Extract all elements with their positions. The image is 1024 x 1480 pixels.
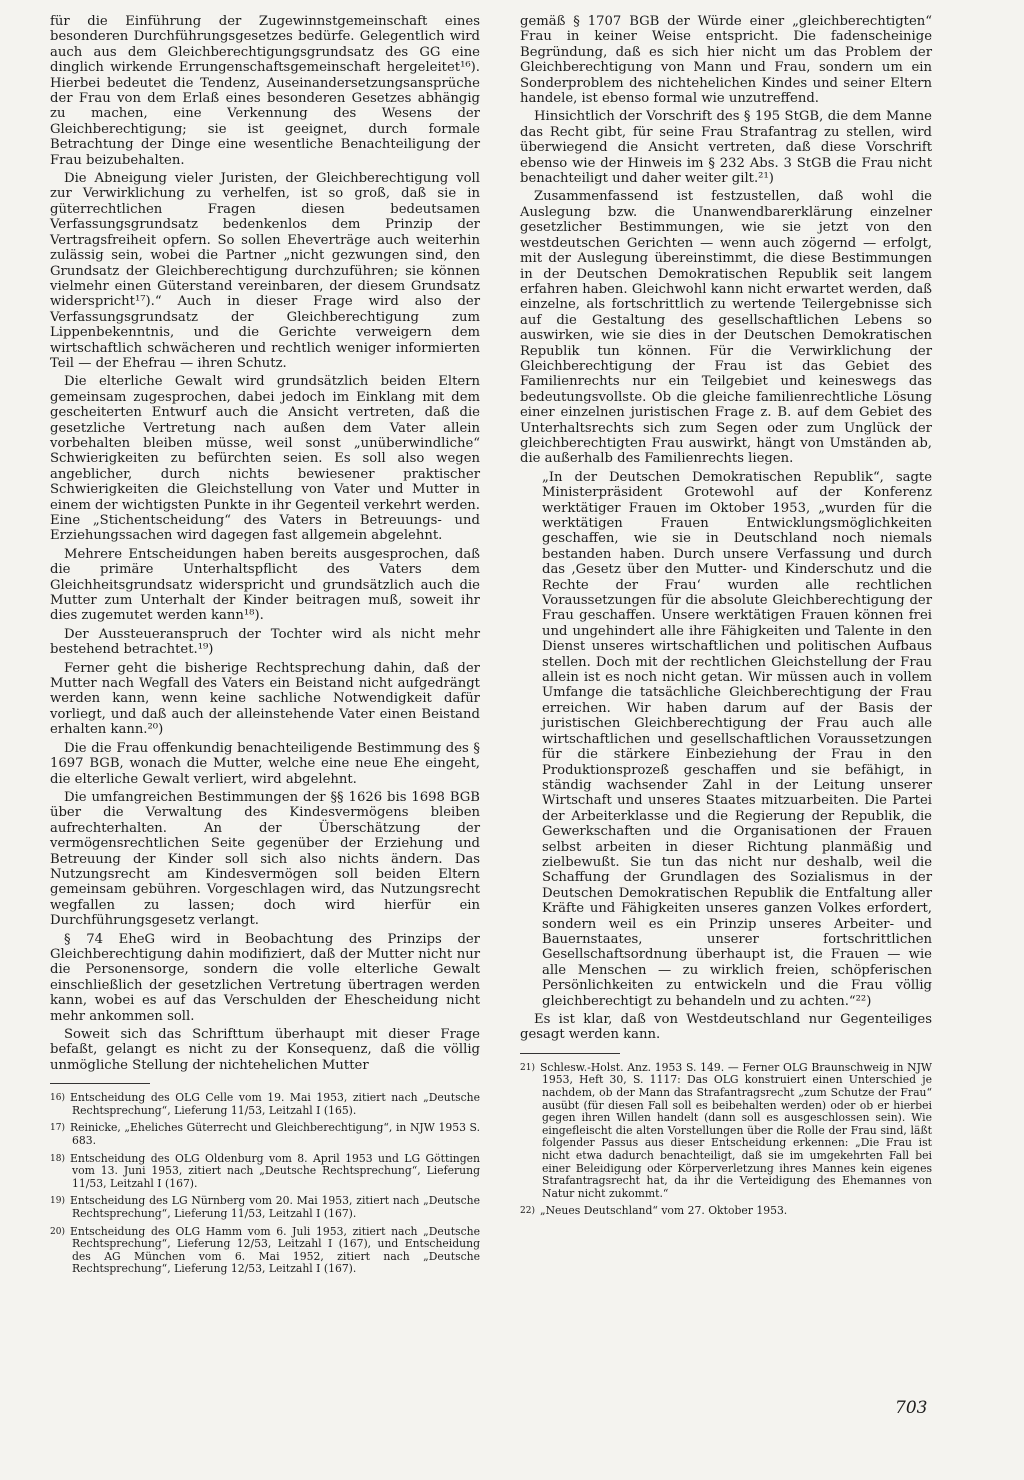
footnote-text: Entscheidung des OLG Hamm vom 6. Juli 1953, zitiert nach „Deutsche Rechtsprechung“, Lieferung 12/53, Leitzahl I (167), und Entscheidung des AG München vom 6. Mai 1952, zitiert nach „Deutsche Rechtsprechung“, Lieferung 12/53, Leitzahl I (167).	[70, 1224, 480, 1276]
paragraph: Die elterliche Gewalt wird grundsätzlich beiden Eltern gemeinsam zugesprochen, dabei jedoch im Einklang mit dem gescheiterten Entwurf auch die Ansicht vertreten, daß die gesetzliche Vertretung nach außen dem Vater allein vorbehalten bleiben müsse, weil sonst „unüberwindliche“ Schwierigkeiten zu befürchten seien. Es soll also wegen angeblicher, durch nichts bewiesener praktischer Schwierigkeiten die Gleichstellung von Vater und Mutter in einem der wichtigsten Punkte in ihr Gegenteil verkehrt werden. Eine „Stichentscheidung“ des Vaters in Betreuungs- und Erziehungssachen wird dagegen fast allgemein abgelehnt.	[50, 374, 480, 544]
right-body-text	[520, 14, 932, 1043]
footnote-divider	[50, 1083, 150, 1084]
paragraph: Die Abneigung vieler Juristen, der Gleichberechtigung voll zur Verwirklichung zu verhelfen, ist so groß, daß sie in güterrechtlichen Fragen diesen bedeutsamen Verfassungsgrundsatz bedenkenlos dem Prinzip der Vertragsfreiheit opfern. So sollen Eheverträge auch weiterhin zulässig sein, wobei die Partner „nicht gezwungen sind, den Grundsatz der Gleichberechtigung durchzuführen; sie können vielmehr einen Güterstand vereinbaren, der diesem Grundsatz widerspricht¹⁷).“ Auch in dieser Frage wird also der Verfassungsgrundsatz der Gleichberechtigung zum Lippenbekenntnis, und die Gerichte verweigern dem wirtschaftlich schwächeren und rechtlich weniger informierten Teil — der Ehefrau — ihren Schutz.	[50, 171, 480, 371]
footnote	[50, 1226, 480, 1276]
footnote-number: 22)	[520, 1206, 535, 1217]
footnote	[520, 1205, 932, 1218]
footnote-number: 18)	[50, 1153, 65, 1164]
paragraph: Es ist klar, daß von Westdeutschland nur Gegenteiliges gesagt werden kann.	[520, 1012, 932, 1043]
left-footnotes	[50, 1092, 480, 1276]
footnote-text: Schlesw.-Holst. Anz. 1953 S. 149. — Ferner OLG Braunschweig in NJW 1953, Heft 30, S. 1117: Das OLG konstruiert einen Unterschied je nachdem, ob der Mann das Strafantragsrecht „zum Schutze der Frau“ ausübt (für diesen Fall soll es beibehalten werden) oder ob er hierbei gegen ihren Willen handelt (dann soll es ausgeschlossen sein). Wie eingefleischt die alten Vorstellungen über die Rolle der Frau sind, läßt folgender Passus aus dieser Entscheidung erkennen: „Die Frau ist nicht etwa dadurch benachteiligt, daß sie im umgekehrten Fall bei einer Beleidigung oder Körperverletzung ihres Mannes kein eigenes Strafantragsrecht hat, da ihr die Verteidigung des Ehemannes von Natur nicht zukommt.“	[540, 1060, 932, 1200]
footnote-text: Reinicke, „Eheliches Güterrecht und Gleichberechtigung“, in NJW 1953 S. 683.	[70, 1121, 480, 1147]
paragraph: Zusammenfassend ist festzustellen, daß wohl die Auslegung bzw. die Unanwendbarerklärung einzelner gesetzlicher Bestimmungen, wie sie jetzt von den westdeutschen Gerichten — wenn auch zögernd — erfolgt, mit der Auslegung übereinstimmt, die diese Bestimmungen in der Deutschen Demokratischen Republik seit langem erfahren haben. Gleichwohl kann nicht erwartet werden, daß einzelne, als fortschrittlich zu wertende Teilergebnisse sich auf die Gestaltung des gesellschaftlichen Lebens so auswirken, wie sie dies in der Deutschen Demokratischen Republik tun können. Für die Verwirklichung der Gleichberechtigung der Frau ist das Gebiet des Familienrechts nur ein Teilgebiet und keineswegs das bedeutungsvollste. Ob die gleiche familienrechtliche Lösung einer einzelnen juristischen Frage z. B. auf dem Gebiet des Unterhaltsrechts sich zum Segen oder zum Unglück der gleichberechtigten Frau auswirkt, hängt von Umständen ab, die außerhalb des Familienrechts liegen.	[520, 189, 932, 467]
paragraph: Die umfangreichen Bestimmungen der §§ 1626 bis 1698 BGB über die Verwaltung des Kindesvermögens bleiben aufrechterhalten. An der Überschätzung der vermögensrechtlichen Seite gegenüber der Erziehung und Betreuung der Kinder soll sich also nichts ändern. Das Nutzungsrecht am Kindesvermögen soll beiden Eltern gemeinsam gebühren. Vorgeschlagen wird, das Nutzungsrecht wegfallen zu lassen; doch wird hierfür ein Durchführungsgesetz verlangt.	[50, 789, 480, 929]
footnote-number: 19)	[50, 1196, 65, 1207]
footnote-number: 21)	[520, 1062, 535, 1073]
footnote-number: 16)	[50, 1093, 65, 1104]
paragraph: Mehrere Entscheidungen haben bereits ausgesprochen, daß die primäre Unterhaltspflicht des Vaters dem Gleichheitsgrundsatz widerspricht und grundsätzlich auch die Mutter zum Unterhalt der Kinder beitragen muß, soweit ihr dies zugemutet werden kann¹⁸).	[50, 546, 480, 624]
paragraph: Hinsichtlich der Vorschrift des § 195 StGB, die dem Manne das Recht gibt, für seine Frau Strafantrag zu stellen, wird überwiegend die Ansicht vertreten, daß diese Vorschrift ebenso wie der Hinweis im § 232 Abs. 3 StGB die Frau nicht benachteiligt und daher weiter gilt.²¹)	[520, 109, 932, 187]
footnote	[50, 1092, 480, 1117]
footnote-divider	[520, 1053, 620, 1054]
footnote	[50, 1195, 480, 1220]
footnote	[50, 1122, 480, 1147]
paragraph: „In der Deutschen Demokratischen Republik“, sagte Ministerpräsident Grotewohl auf der Konferenz werktätiger Frauen im Oktober 1953, „wurden für die werktätigen Frauen Entwicklungsmöglichkeiten geschaffen, wie sie in Deutschland noch niemals bestanden haben. Durch unsere Verfassung und durch das ‚Gesetz über den Mutter- und Kinderschutz und die Rechte der Frau‘ wurden alle rechtlichen Voraussetzungen für die absolute Gleichberechtigung der Frau geschaffen. Unsere werktätigen Frauen können frei und ungehindert alle ihre Fähigkeiten und Talente in den Dienst unseres wirtschaftlichen und politischen Aufbaus stellen. Doch mit der rechtlichen Gleichstellung der Frau allein ist es noch nicht getan. Wir müssen auch in vollem Umfange die tatsächliche Gleichberechtigung der Frau erreichen. Wir haben darum auf der Basis der juristischen Gleichberechtigung der Frau auch alle wirtschaftlichen und gesellschaftlichen Voraussetzungen für die stärkere Einbeziehung der Frau in den Produktionsprozeß geschaffen und sie befähigt, in ständig wachsender Zahl in der Leitung unserer Wirtschaft und unseres Staates mitzuarbeiten. Die Partei der Arbeiterklasse und die Regierung der Republik, die Gewerkschaften und die Organisationen der Frauen selbst arbeiten in dieser Richtung planmäßig und zielbewußt. Sie tun das nicht nur deshalb, weil die Schaffung der Grundlagen des Sozialismus in der Deutschen Demokratischen Republik die Entfaltung aller Kräfte und Fähigkeiten unseres ganzen Volkes erfordert, sondern weil es ein Prinzip unseres Arbeiter- und Bauernstaates, unserer fortschrittlichen Gesellschaftsordnung überhaupt ist, die Frauen — wie alle Menschen — zu wirklich freien, schöpferischen Persönlichkeiten zu entwickeln und die Frau völlig gleichberechtigt zu behandeln und zu achten.“²²)	[542, 469, 932, 1009]
left-column	[50, 14, 480, 1281]
footnote-number: 17)	[50, 1123, 65, 1134]
paragraph: für die Einführung der Zugewinnstgemeinschaft eines besonderen Durchführungsgesetzes bedürfe. Gelegentlich wird auch aus dem Gleichberechtigungsgrundsatz des GG eine dinglich wirkende Errungenschaftsgemeinschaft hergeleitet¹⁶). Hierbei bedeutet die Tendenz, Auseinandersetzungsansprüche der Frau von dem Erlaß eines besonderen Gesetzes abhängig zu machen, eine Verkennung des Wesens der Gleichberechtigung; sie ist geeignet, durch formale Betrachtung der Dinge eine wesentliche Benachteiligung der Frau beizubehalten.	[50, 14, 480, 168]
footnote-text: Entscheidung des OLG Celle vom 19. Mai 1953, zitiert nach „Deutsche Rechtsprechung“, Lieferung 11/53, Leitzahl I (165).	[70, 1091, 480, 1117]
paragraph: Ferner geht die bisherige Rechtsprechung dahin, daß der Mutter nach Wegfall des Vaters ein Beistand nicht aufgedrängt werden kann, wenn keine sachliche Notwendigkeit dafür vorliegt, und daß auch der alleinstehende Vater einen Beistand erhalten kann.²⁰)	[50, 660, 480, 738]
left-body-text	[50, 14, 480, 1073]
footnote-text: Entscheidung des LG Nürnberg vom 20. Mai 1953, zitiert nach „Deutsche Rechtsprechung“, Lieferung 11/53, Leitzahl I (167).	[70, 1194, 480, 1220]
right-column	[520, 14, 932, 1223]
right-footnotes	[520, 1062, 932, 1218]
footnote-text: „Neues Deutschland“ vom 27. Oktober 1953.	[540, 1204, 788, 1218]
footnote-text: Entscheidung des OLG Oldenburg vom 8. April 1953 und LG Göttingen vom 13. Juni 1953, zitiert nach „Deutsche Rechtsprechung“, Lieferung 11/53, Leitzahl I (167).	[70, 1151, 480, 1190]
footnote	[520, 1062, 932, 1201]
footnote-number: 20)	[50, 1226, 65, 1237]
paragraph: Die die Frau offenkundig benachteiligende Bestimmung des § 1697 BGB, wonach die Mutter, welche eine neue Ehe eingeht, die elterliche Gewalt verliert, wird abgelehnt.	[50, 740, 480, 787]
paragraph: gemäß § 1707 BGB der Würde einer „gleichberechtigten“ Frau in keiner Weise entspricht. Die fadenscheinige Begründung, daß es sich hier nicht um das Problem der Gleichberechtigung von Mann und Frau, sondern um ein Sonderproblem des nichtehelichen Kindes und seiner Eltern handele, ist ebenso formal wie unzutreffend.	[520, 14, 932, 107]
page-number: 703	[895, 1398, 928, 1418]
paragraph: Soweit sich das Schrifttum überhaupt mit dieser Frage befaßt, gelangt es nicht zu der Konsequenz, daß die völlig unmögliche Stellung der nichtehelichen Mutter	[50, 1027, 480, 1073]
paragraph: § 74 EheG wird in Beobachtung des Prinzips der Gleichberechtigung dahin modifiziert, daß der Mutter nicht nur die Personensorge, sondern die volle elterliche Gewalt einschließlich der gesetzlichen Vertretung übertragen werden kann, wobei es auf das Verschulden der Ehescheidung nicht mehr ankommen soll.	[50, 931, 480, 1024]
footnote	[50, 1153, 480, 1191]
paragraph: Der Aussteueranspruch der Tochter wird als nicht mehr bestehend betrachtet.¹⁹)	[50, 626, 480, 658]
